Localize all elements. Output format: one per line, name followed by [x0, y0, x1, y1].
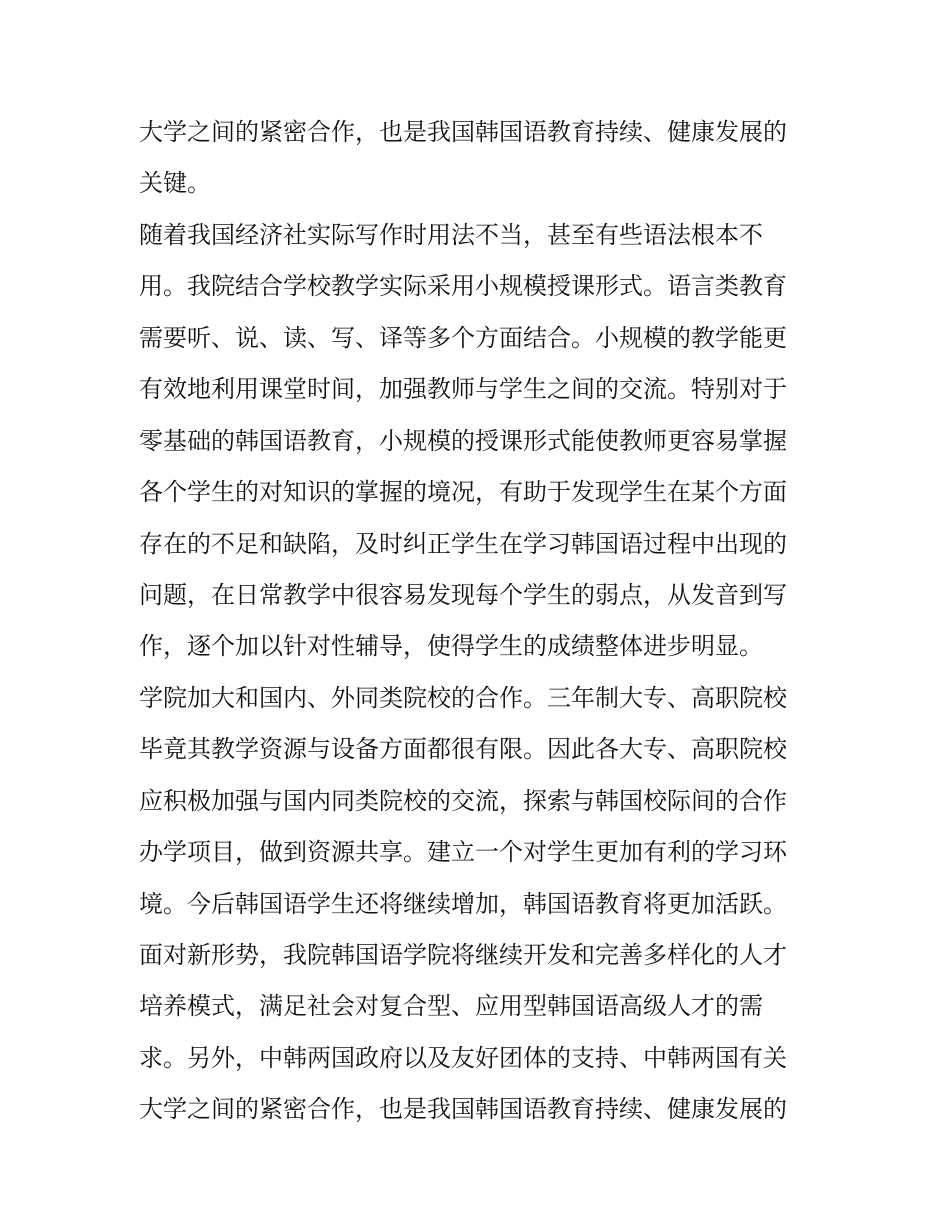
- text-line: 面对新形势，我院韩国语学院将继续开发和完善多样化的人才: [139, 941, 787, 969]
- text-line: 毕竟其教学资源与设备方面都很有限。因此各大专、高职院校: [139, 735, 787, 764]
- text-line: 零基础的韩国语教育，小规模的授课形式能使教师更容易掌握: [139, 426, 787, 455]
- text-line: 求。另外，中韩两国政府以及友好团体的支持、中韩两国有关: [139, 1043, 787, 1072]
- body-text: [139, 107, 819, 1136]
- text-line: 培养模式，满足社会对复合型、应用型韩国语高级人才的需: [139, 992, 763, 1021]
- text-line: 随着我国经济社实际写作时用法不当，甚至有些语法根本不: [139, 220, 763, 249]
- text-line: 需要听、说、读、写、译等多个方面结合。小规模的教学能更: [139, 323, 787, 352]
- text-line: 大学之间的紧密合作，也是我国韩国语教育持续、健康发展的: [139, 118, 787, 146]
- text-line: 问题，在日常教学中很容易发现每个学生的弱点，从发音到写: [139, 580, 787, 609]
- text-line: 境。今后韩国语学生还将继续增加，韩国语教育将更加活跃。: [139, 889, 787, 918]
- text-line: 大学之间的紧密合作，也是我国韩国语教育持续、健康发展的: [139, 1095, 787, 1124]
- text-line: 用。我院结合学校教学实际采用小规模授课形式。语言类教育: [139, 272, 787, 301]
- text-line: 有效地利用课堂时间，加强教师与学生之间的交流。特别对于: [139, 375, 787, 404]
- text-line: 应积极加强与国内同类院校的交流，探索与韩国校际间的合作: [139, 786, 787, 815]
- text-line: 各个学生的对知识的掌握的境况，有助于发现学生在某个方面: [139, 478, 787, 507]
- text-line: 存在的不足和缺陷，及时纠正学生在学习韩国语过程中出现的: [139, 529, 787, 558]
- text-line: 学院加大和国内、外同类院校的合作。三年制大专、高职院校: [139, 683, 787, 712]
- text-line: 关键。: [139, 169, 211, 198]
- text-line: 办学项目，做到资源共享。建立一个对学生更加有利的学习环: [139, 838, 787, 867]
- text-line: 作，逐个加以针对性辅导，使得学生的成绩整体进步明显。: [139, 632, 763, 661]
